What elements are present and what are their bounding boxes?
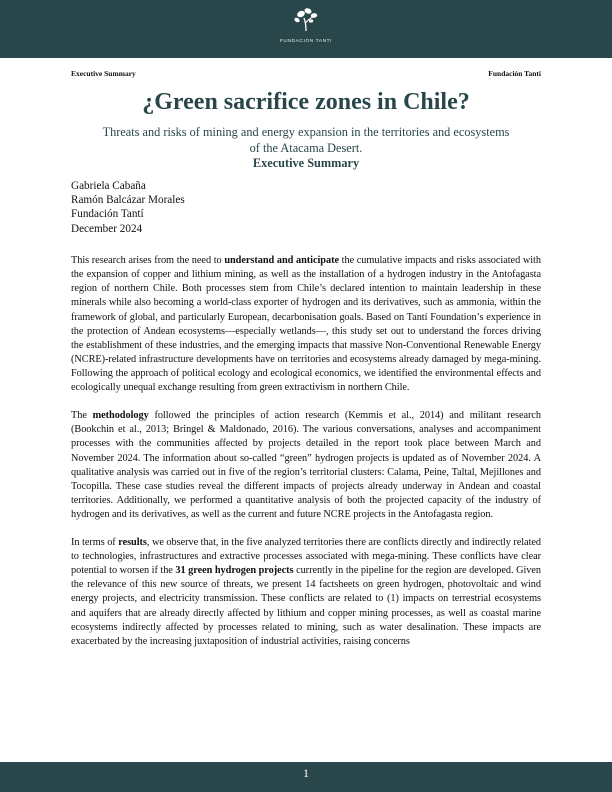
document-title: ¿Green sacrifice zones in Chile? <box>142 89 470 115</box>
header-band <box>0 0 612 58</box>
author-name: Ramón Balcázar Morales <box>71 194 185 207</box>
paragraph-results: In terms of results, we observe that, in the five analyzed territories there are conflicts directly and indirectly related to technologies, infrastructures and extractive processes associated with mega-mining. These conflicts have clear potential to worsen if the 31 green hydrogen projects currently in the pipeline for the region are developed. Given the relevance of this new source of threats, we present 14 factsheets on green hydrogen, photovoltaic and wind energy projects, and electricity transmission. These conflicts are related to (1) impacts on terrestrial ecosystems and aquifers that are already directly affected by lithium and copper mining processes, as well as coastal marine ecosystems indirectly affected by processes related to mining, such as water desalination. These impacts are exacerbated by the increasing juxtaposition of industrial activities, raising concerns <box>71 536 542 647</box>
page-number: 1 <box>303 766 309 780</box>
tree-logo-icon <box>291 6 321 32</box>
document-subtitle: Threats and risks of mining and energy expansion in the territories and ecosystems of the Atacama Desert. <box>102 125 510 155</box>
running-header-left: Executive Summary <box>71 69 136 78</box>
section-label: Executive Summary <box>252 156 360 170</box>
paragraph-introduction: This research arises from the need to understand and anticipate the cumulative impacts and risks associated with the expansion of copper and lithium mining, as well as the installation of a hydrogen industry in the Antofagasta region of northern Chile. Both processes stem from Chile’s declared intention to maintain leadership in these minerals while also becoming a world-class exporter of hydrogen and its derivatives, such as ammonia, within the framework of global, and particularly European, decarbonisation goals. Based on Tantí Foundation’s experience in the protection of Andean ecosystems—especially wetlands—, this study set out to understand the forces driving the establishment of these industries, and the emerging impacts that massive Non-Conventional Renewable Energy (NCRE)-related infrastructure developments have on territories and ecosystems already damaged by mega-mining. Following the approach of political ecology and ecological economics, we identified the environmental effects and ecologically unequal exchange resulting from green extractivism in northern Chile. <box>71 255 541 394</box>
paragraph-methodology: The methodology followed the principles of action research (Kemmis et al., 2014) and militant research (Bookchin et al., 2013; Bringel & Maldonado, 2016). The various conversations, analyses and accompaniment processes with the communities affected by projects detailed in the report took place between March and November 2024. The information about so-called “green” hydrogen projects is updated as of November 2024. A qualitative analysis was carried out in five of the region’s territorial clusters: Calama, Peine, Taltal, Mejillones and Tocopilla. These case studies reveal the different impacts of projects already underway in Andean and coastal territories. Additionally, we performed a quantitative analysis of both the projected capacity of the industry of hydrogen and its derivatives, as well as the current and future NCRE projects in the Antofagasta region. <box>71 410 541 521</box>
author-name: Gabriela Cabaña <box>71 180 146 192</box>
body-text <box>71 254 541 663</box>
emphasis: methodology <box>92 410 149 422</box>
running-header-right: Fundación Tantí <box>488 69 541 78</box>
logo-wordmark: FUNDACIÓN TANTI <box>279 39 333 44</box>
author-block <box>71 179 185 236</box>
emphasis: 31 green hydrogen projects <box>175 565 294 577</box>
organization-name: Fundación Tantí <box>71 208 144 221</box>
publication-date: December 2024 <box>71 222 143 235</box>
emphasis: understand and anticipate <box>224 255 339 266</box>
emphasis: results <box>118 536 147 548</box>
